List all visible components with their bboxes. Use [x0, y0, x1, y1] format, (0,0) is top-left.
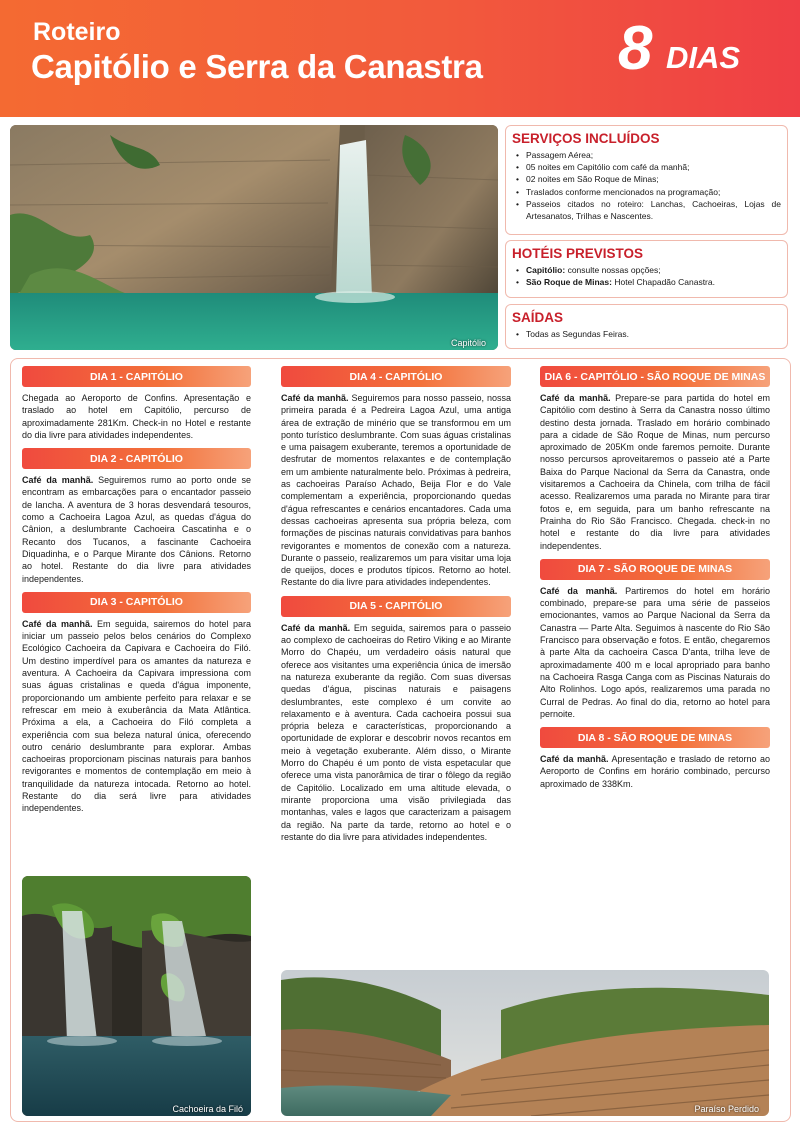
photo-paraiso-perdido: [281, 970, 769, 1116]
itinerary-column-1: [22, 366, 251, 822]
services-item: • 02 noites em São Roque de Minas;: [512, 173, 781, 185]
day-2-banner: DIA 2 - CAPITÓLIO: [22, 448, 251, 469]
page-header: [0, 0, 800, 117]
departures-list: [512, 328, 781, 340]
day-3-banner: DIA 3 - CAPITÓLIO: [22, 592, 251, 613]
photo-cachoeira-filo: [22, 876, 251, 1116]
departures-box: [505, 304, 788, 349]
hotel-item: [512, 276, 781, 288]
hotel-label: São Roque de Minas:: [526, 277, 612, 288]
itinerary-column-2: [281, 366, 511, 850]
hotel-label: Capitólio:: [526, 265, 566, 275]
services-title: SERVIÇOS INCLUÍDOS: [512, 131, 660, 146]
hotel-value: Hotel Chapadão Canastra.: [611, 277, 715, 288]
day-1-banner: DIA 1 - CAPITÓLIO: [22, 366, 251, 387]
services-item: • 05 noites em Capitólio com café da manhã;: [512, 161, 781, 173]
day-3-text: Café da manhã. Em seguida, sairemos do hotel para iniciar um passeio pelos belos cenários do Complexo Ecológico Cachoeira da Capivara e Cachoeira do Filó. Um destino imperdível para os amantes da natureza e aventura. A Cachoeira da Capivara impressiona com suas águas cristalinas e queda d'água imponente, proporcionando um ambiente perfeito para relaxar e se refrescar em meio à exuberância da Mata Atlântica. Próxima a ela, a Cachoeira do Filó completa a experiência com sua beleza natural única, oferecendo outro cenário deslumbrante para explorar. Ambas cachoeiras proporcionam piscinas naturais para banhos revigorantes e momentos de contemplação em meio à tranquilidade da natureza intocada. Retorno ao hotel. Restante do dia será livre para atividades independentes.: [22, 618, 251, 814]
day-7-text: Café da manhã. Partiremos do hotel em horário combinado, prepare-se para uma série de passeios emocionantes, vamos ao Parque Nacional da Serra da Canastra — Parte Alta. Seguimos à nascente do Rio São Francisco para observação e fotos. E então, chegaremos à parte Alta da cachoeira Casca D'anta, trilha leve de aproximadamente 400 m e local apropriado para banho na Cachoeira Rasga Canga com as Piscinas Naturais do Alto Rolinhos. Logo após, realizaremos uma parada no Curral de Pedras. Ao final do dia, retorno ao hotel para pernoite.: [540, 585, 770, 719]
services-list: [512, 149, 781, 222]
day-2-text: Café da manhã. Seguiremos rumo ao porto onde se encontram as embarcações para o encantador passeio de lancha. A aventura de 3 horas desvendará tesouros, como a Cachoeira Lagoa Azul, as quedas d'água do Cânion, a deslumbrante Cachoeira Cascatinha e o Recanto dos Tucanos, a fascinante Cachoeira Diquadinha, e o Parque Mirante dos Cânions. Retorno ao hotel. Restante do dia livre para atividades independentes.: [22, 475, 251, 584]
day-6-text: Café da manhã. Prepare-se para partida do hotel em Capitólio com destino à Serra da Canastra nosso último destino desta jornada. Traslado em horário combinado para a cidade de São Roque de Minas, num percurso aproximado de 205Km onde faremos pernoite. Durante nosso percursos aproveitaremos o passeio até a Parte Baixa do Parque Nacional da Serra da Canastra, onde visitaremos a Cachoeira da Chinela, com trilha de fácil acesso. Realizaremos uma parada no Mirante para tirar fotos e, em seguida, para um banho refrescante na Prainha do Rio São Francisco. Chegada. check-in no hotel e restante do dia livre para atividades independentes.: [540, 393, 770, 551]
hotel-item: [512, 264, 781, 276]
header-roteiro: Roteiro: [33, 18, 121, 46]
day-4-banner: DIA 4 - CAPITÓLIO: [281, 366, 511, 387]
itinerary-column-3: [540, 366, 770, 797]
day-7-banner: DIA 7 - SÃO ROQUE DE MINAS: [540, 559, 770, 580]
services-item: • Traslados conforme mencionados na programação;: [512, 186, 781, 198]
hotels-list: [512, 264, 781, 288]
page-title: Capitólio e Serra da Canastra: [31, 48, 483, 85]
day-5-banner: DIA 5 - CAPITÓLIO: [281, 596, 511, 617]
photo-paraiso-caption: Paraíso Perdido: [694, 1104, 759, 1114]
day-5-text: Café da manhã. Em seguida, sairemos para o passeio ao complexo de cachoeiras do Retiro Viking e ao Mirante Morro do Chapéu, um verdadeiro oásis natural que oferece aos visitantes uma experiência única de imersão na natureza exuberante da região. Com suas diversas quedas d'água, piscinas naturais e paisagens deslumbrantes, este complexo é um convite ao relaxamento e à aventura. Cada cachoeira possui sua própria beleza e características, proporcionando a oportunidade de explorar e descobrir novos recantos em meio à vegetação exuberante. Além disso, o Mirante Morro do Chapéu é um ponto de vista espetacular que oferece uma vista panorâmica de tirar o fôlego da região de Capitólio. Localizado em uma altitude elevada, o mirante proporciona uma visão privilegiada das montanhas, vales e lagos que caracterizam a paisagem da região. Na parte da tarde, retorno ao hotel e o restante do dia livre para atividades independentes.: [281, 622, 511, 842]
hotel-value: consulte nossas opções;: [565, 265, 661, 275]
departures-title: SAÍDAS: [512, 310, 564, 325]
waterfall-filo-illustration: [22, 876, 251, 1116]
day-8-banner: DIA 8 - SÃO ROQUE DE MINAS: [540, 727, 770, 748]
day-1-text: Chegada ao Aeroporto de Confins. Apresentação e traslado ao hotel em Capitólio, percurso de aproximadamente 281Km. Check-in no Hotel e restante do dia livre para atividades independentes.: [22, 393, 251, 440]
services-item: • Passeios citados no roteiro: Lanchas, Cachoeiras, Lojas de Artesanatos, Trilhas e Nascentes.: [512, 198, 781, 222]
days-number: 8: [618, 14, 653, 83]
hotels-title: HOTÉIS PREVISTOS: [512, 246, 644, 261]
services-item: • Passagem Aérea;: [512, 149, 781, 161]
hotels-box: [505, 240, 788, 298]
hero-photo-capitolio: [10, 125, 498, 350]
hero-caption: Capitólio: [450, 338, 486, 348]
day-4-text: Café da manhã. Seguiremos para nosso passeio, nossa primeira parada é a Pedreira Lagoa Azul, uma antiga área de extração de minério que se transformou em um ponto turístico deslumbrante. Com suas águas cristalinas e uma paisagem exuberante, teremos a oportunidade de desfrutar de momentos relaxantes e de contemplação em um ambiente naturalmente belo. Próximas à pedreira, as cachoeiras Paraíso Achado, Beija Flor e do Vale complementam a experiência, proporcionando quedas d'água refrescantes e cenários encantadores. Cada uma dessas cachoeiras apresenta sua própria beleza, com formações de piscinas naturais convidativas para banhos revigorantes e momentos de conexão com a natureza. Durante o passeio, realizaremos um para visitar uma loja de queijos, doces e produtos típicos. Retorno ao hotel. Restante do dia livre para atividades independentes.: [281, 393, 511, 588]
services-box: [505, 125, 788, 235]
departure-item: • Todas as Segundas Feiras.: [512, 328, 781, 340]
canyon-river-illustration: [281, 970, 769, 1116]
day-6-banner: DIA 6 - CAPITÓLIO - SÃO ROQUE DE MINAS: [540, 366, 770, 387]
days-word: DIAS: [666, 40, 741, 75]
day-8-text: Café da manhã. Apresentação e traslado de retorno ao Aeroporto de Confins em horário combinado, percurso aproximado de 338Km.: [540, 754, 771, 789]
waterfall-canyon-illustration: [10, 125, 498, 350]
photo-filo-caption: Cachoeira da Filó: [172, 1104, 243, 1114]
